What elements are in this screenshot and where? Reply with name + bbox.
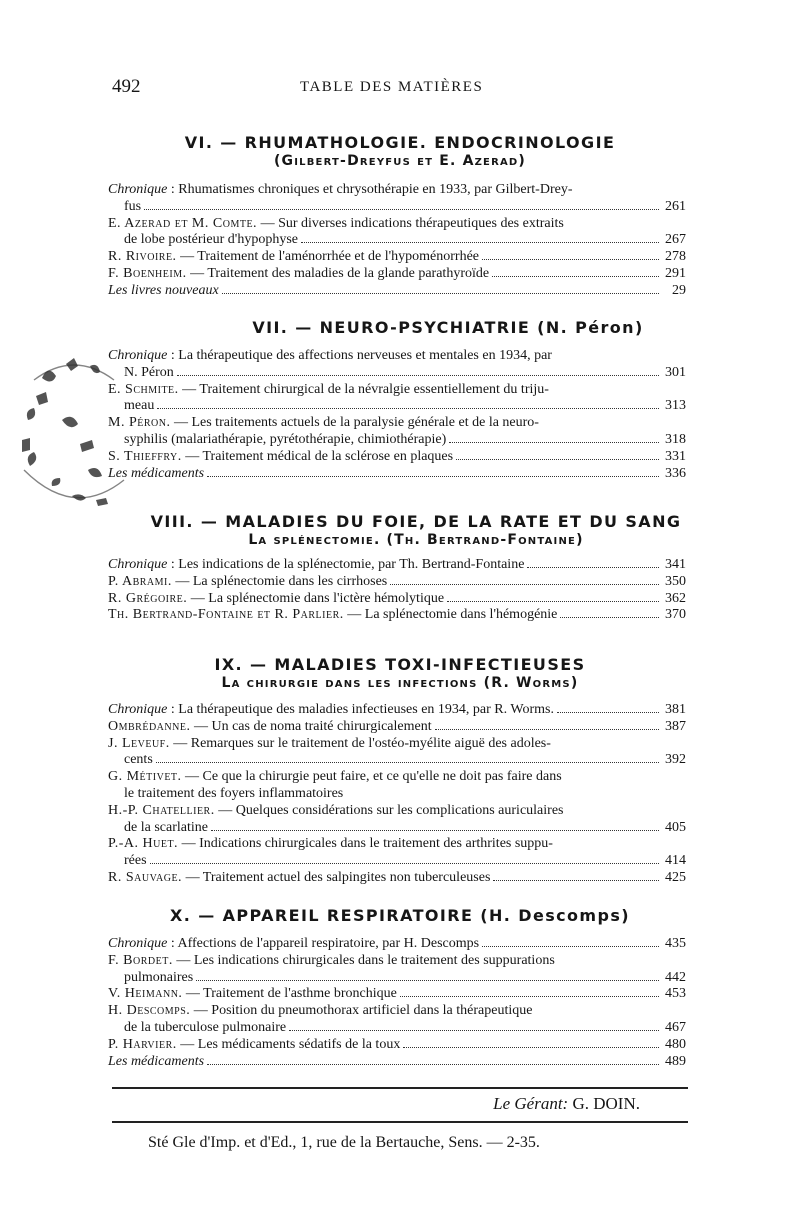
toc-entry — [108, 607, 686, 624]
toc-entry — [108, 1037, 686, 1054]
entry-text: de la tuberculose pulmonaire — [124, 1019, 287, 1035]
footer-rule — [112, 1087, 688, 1089]
entry-last-line — [108, 702, 686, 719]
dot-leader — [492, 275, 659, 277]
entry-text: Ombrédanne. — Un cas de noma traité chirurgicalement — [108, 718, 432, 734]
dot-leader — [157, 407, 659, 409]
section-subtitle: La chirurgie dans les infections (R. Worms) — [221, 675, 579, 691]
dot-leader — [390, 583, 659, 585]
page-ref: 442 — [665, 969, 686, 985]
toc-entry — [108, 574, 686, 591]
entry-text: rées — [124, 853, 147, 869]
page-ref: 425 — [665, 869, 686, 885]
entry-text: Th. Bertrand-Fontaine et R. Parlier. — La splénectomie dans l'hémogénie — [108, 607, 558, 623]
entry-list — [108, 348, 686, 482]
entry-last-line — [108, 199, 686, 216]
entry-text: Chronique : La thérapeutique des affections nerveuses et mentales en 1934, par — [108, 348, 552, 363]
entry-text: de lobe postérieur d'hypophyse — [124, 232, 298, 248]
page-ref: 405 — [665, 819, 686, 835]
page-ref: 261 — [665, 198, 686, 214]
dot-leader — [400, 995, 659, 997]
entry-text: R. Sauvage. — Traitement actuel des salpingites non tuberculeuses — [108, 869, 491, 885]
toc-entry — [108, 936, 686, 953]
entry-last-line — [108, 232, 686, 249]
entry-text: Les médicaments — [108, 465, 205, 481]
dot-leader — [150, 862, 659, 864]
page-ref: 489 — [665, 1053, 686, 1069]
section-heading — [112, 133, 688, 169]
dot-leader — [156, 761, 659, 763]
entry-text: F. Bordet. — Les indications chirurgicales dans le traitement des suppurations — [108, 952, 555, 968]
toc-entry — [108, 591, 686, 608]
section-heading — [128, 512, 704, 548]
toc-entry — [108, 870, 686, 887]
toc-entry — [108, 803, 686, 837]
toc-entry — [108, 415, 686, 449]
dot-leader — [493, 879, 659, 881]
dot-leader — [482, 258, 659, 260]
entry-list — [108, 702, 686, 887]
entry-text: Chronique : Rhumatismes chroniques et chrysothérapie en 1933, par Gilbert-Drey- — [108, 182, 573, 197]
entry-text: S. Thieffry. — Traitement médical de la sclérose en plaques — [108, 448, 454, 464]
entry-text: Les livres nouveaux — [108, 282, 219, 298]
dot-leader — [527, 566, 659, 568]
entry-text: G. Métivet. — Ce que la chirurgie peut faire, et ce qu'elle ne doit pas faire dans — [108, 769, 562, 785]
dot-leader — [222, 292, 659, 294]
entry-text: P. Harvier. — Les médicaments sédatifs de la toux — [108, 1036, 401, 1052]
entry-text: J. Leveuf. — Remarques sur le traitement de l'ostéo-myélite aiguë des adoles- — [108, 735, 551, 751]
page-header — [112, 76, 692, 102]
toc-entry — [108, 702, 686, 719]
entry-last-line — [108, 719, 686, 736]
toc-entry — [108, 953, 686, 987]
page-ref: 480 — [665, 1036, 686, 1052]
page-ref: 318 — [665, 431, 686, 447]
page-ref: 267 — [665, 232, 686, 248]
dot-leader — [560, 616, 659, 618]
dot-leader — [482, 945, 659, 947]
entry-text: R. Rivoire. — Traitement de l'aménorrhée et de l'hypoménorrhée — [108, 249, 480, 265]
toc-entry — [108, 249, 686, 266]
toc-entry — [108, 836, 686, 870]
dot-leader — [144, 208, 659, 210]
entry-last-line — [108, 1054, 686, 1071]
entry-text: Chronique : La thérapeutique des maladies infectieuses en 1934, par R. Worms. — [108, 702, 554, 717]
dot-leader — [196, 979, 659, 981]
dot-leader — [403, 1046, 659, 1048]
page-ref: 414 — [665, 853, 686, 869]
toc-entry — [108, 769, 686, 803]
toc-entry — [108, 719, 686, 736]
gerant-signature — [493, 1094, 640, 1114]
entry-text: F. Boenheim. — Traitement des maladies de la glande parathyroïde — [108, 265, 490, 281]
page-ref: 29 — [672, 282, 686, 298]
dot-leader — [207, 475, 659, 477]
page-ref: 336 — [665, 465, 686, 481]
dot-leader — [289, 1029, 659, 1031]
toc-entry — [108, 382, 686, 416]
page-ref: 278 — [665, 249, 686, 265]
dot-leader — [301, 241, 659, 243]
entry-last-line — [108, 853, 686, 870]
entry-last-line — [108, 449, 686, 466]
running-title: TABLE DES MATIÈRES — [300, 79, 484, 95]
toc-entry — [108, 283, 686, 300]
section-title: VII. — NEURO-PSYCHIATRIE (N. Péron) — [252, 318, 644, 337]
entry-text: cents — [124, 752, 153, 768]
page-ref: 331 — [665, 448, 686, 464]
page-ref: 341 — [665, 557, 686, 572]
page-ref: 392 — [665, 752, 686, 768]
section-title: X. — APPAREIL RESPIRATOIRE (H. Descomps) — [170, 906, 630, 925]
entry-last-line — [108, 466, 686, 483]
entry-text: E. Schmite. — Traitement chirurgical de la névralgie essentiellement du triju- — [108, 381, 549, 397]
toc-entry — [108, 216, 686, 250]
section-heading — [160, 318, 736, 337]
entry-text: Chronique : Les indications de la splénectomie, par Th. Bertrand-Fontaine — [108, 557, 525, 572]
dot-leader — [449, 441, 659, 443]
gerant-name: G. DOIN. — [572, 1094, 640, 1113]
dot-leader — [557, 711, 659, 713]
toc-entry — [108, 466, 686, 483]
page-ref: 291 — [665, 265, 686, 281]
entry-text: pulmonaires — [124, 969, 194, 985]
entry-text: H.-P. Chatellier. — Quelques considérations sur les complications auriculaires — [108, 802, 564, 818]
entry-last-line — [108, 786, 686, 803]
entry-text: V. Heimann. — Traitement de l'asthme bronchique — [108, 986, 397, 1002]
toc-entry — [108, 557, 686, 574]
entry-last-line — [108, 607, 686, 624]
toc-entry — [108, 449, 686, 466]
dot-leader — [177, 374, 659, 376]
entry-text: H. Descomps. — Position du pneumothorax artificiel dans la thérapeutique — [108, 1003, 533, 1019]
toc-entry — [108, 1054, 686, 1071]
gerant-label: Le Gérant: — [493, 1094, 569, 1113]
entry-last-line — [108, 574, 686, 591]
entry-list — [108, 557, 686, 624]
toc-entry — [108, 986, 686, 1003]
entry-list — [108, 182, 686, 300]
toc-entry — [108, 266, 686, 283]
entry-last-line — [108, 283, 686, 300]
entry-text: R. Grégoire. — La splénectomie dans l'ictère hémolytique — [108, 590, 445, 606]
entry-last-line — [108, 398, 686, 415]
page-ref: 381 — [665, 702, 686, 717]
entry-text: Les médicaments — [108, 1053, 205, 1069]
page-ref: 387 — [665, 718, 686, 734]
dot-leader — [207, 1063, 659, 1065]
section-heading — [112, 655, 688, 691]
page-number: 492 — [112, 76, 141, 97]
section-title: VIII. — MALADIES DU FOIE, DE LA RATE ET DU SANG — [150, 512, 682, 531]
toc-entry — [108, 182, 686, 216]
entry-last-line — [108, 970, 686, 987]
entry-list — [108, 936, 686, 1070]
entry-text: P. Abrami. — La splénectomie dans les cirrhoses — [108, 573, 388, 589]
entry-text: P.-A. Huet. — Indications chirurgicales dans le traitement des arthrites suppu- — [108, 836, 553, 852]
section-subtitle: La splénectomie. (Th. Bertrand-Fontaine) — [248, 532, 584, 548]
entry-last-line — [108, 365, 686, 382]
printer-imprint: Sté Gle d'Imp. et d'Ed., 1, rue de la Bertauche, Sens. — 2-35. — [148, 1134, 540, 1151]
toc-entry — [108, 1003, 686, 1037]
entry-text: de la scarlatine — [124, 819, 208, 835]
entry-text: M. Péron. — Les traitements actuels de la paralysie générale et de la neuro- — [108, 415, 539, 431]
entry-last-line — [108, 986, 686, 1003]
dot-leader — [435, 728, 659, 730]
entry-last-line — [108, 266, 686, 283]
entry-last-line — [108, 936, 686, 953]
entry-text: E. Azerad et M. Comte. — Sur diverses indications thérapeutiques des extraits — [108, 215, 564, 231]
page-ref: 313 — [665, 398, 686, 414]
dot-leader — [456, 458, 659, 460]
entry-last-line — [108, 870, 686, 887]
entry-last-line — [108, 249, 686, 266]
section-heading — [112, 906, 688, 925]
entry-last-line — [108, 820, 686, 837]
dot-leader — [211, 829, 659, 831]
toc-entry — [108, 348, 686, 382]
entry-last-line — [108, 432, 686, 449]
entry-text: fus — [124, 198, 142, 214]
toc-entry — [108, 736, 686, 770]
entry-text: N. Péron — [124, 364, 174, 380]
entry-last-line — [108, 1037, 686, 1054]
footer-rule — [112, 1121, 688, 1123]
page-ref: 435 — [665, 936, 686, 951]
page-ref: 467 — [665, 1019, 686, 1035]
page-ref: 370 — [665, 607, 686, 623]
section-subtitle: (Gilbert-Dreyfus et E. Azerad) — [273, 153, 527, 169]
page-ref: 453 — [665, 986, 686, 1002]
section-title: IX. — MALADIES TOXI-INFECTIEUSES — [214, 655, 586, 674]
entry-last-line — [108, 591, 686, 608]
page-ref: 301 — [665, 364, 686, 380]
section-title: VI. — RHUMATHOLOGIE. ENDOCRINOLOGIE — [184, 133, 616, 152]
entry-text: meau — [124, 398, 155, 414]
entry-text: Chronique : Affections de l'appareil respiratoire, par H. Descomps — [108, 936, 480, 951]
page-ref: 350 — [665, 573, 686, 589]
dot-leader — [447, 600, 659, 602]
entry-text: le traitement des foyers inflammatoires — [124, 785, 344, 801]
page-ref: 362 — [665, 590, 686, 606]
entry-last-line — [108, 557, 686, 574]
entry-text: syphilis (malariathérapie, pyrétothérapie, chimiothérapie) — [124, 431, 447, 447]
entry-last-line — [108, 1020, 686, 1037]
entry-last-line — [108, 752, 686, 769]
